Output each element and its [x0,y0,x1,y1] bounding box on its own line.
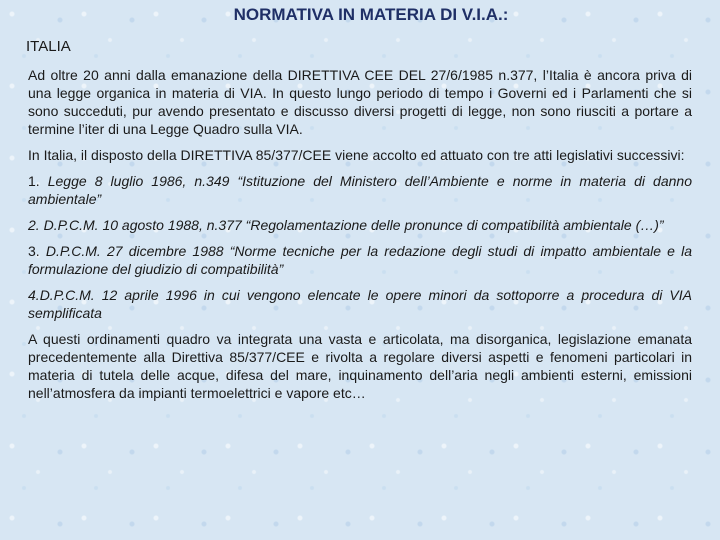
section-heading: ITALIA [26,38,71,55]
slide-title: NORMATIVA IN MATERIA DI V.I.A.: [233,5,509,24]
law-item [28,216,692,234]
closing-paragraph: A questi ordinamenti quadro va integrata una vasta e articolata, ma disorganica, legislazione emanata precedentemente alla Direttiva 85/377/CEE e rivolta a regolare diversi aspetti e fenomeni particolari in materia di tutela delle acque, difesa del mare, inquinamento dell’aria negli ambienti esterni, emissioni nell’atmosfera da impianti termoelettrici e vapore etc… [28,331,692,401]
intro-paragraph: Ad oltre 20 anni dalla emanazione della DIRETTIVA CEE DEL 27/6/1985 n.377, l’Italia è ancora priva di una legge organica in materia di VIA. In questo lungo periodo di tempo i Governi ed i Parlamenti che si sono succeduti, pur avendo presentato e discusso diversi progetti di legge, non sono riusciti a portare a termine l’iter di una Legge Quadro sulla VIA. [28,67,692,137]
law-item-number: 4. [28,287,40,303]
law-item [28,286,692,322]
law-item-text: D.P.C.M. 27 dicembre 1988 “Norme tecniche per la redazione degli studi di impatto ambientale e la formulazione del giudizio di compatibilità” [28,243,692,277]
law-item-number: 3. [28,243,46,259]
law-item-number: 1. [28,173,48,189]
law-item [28,172,692,208]
law-item-text: D.P.C.M. 12 aprile 1996 in cui vengono elencate le opere minori da sottoporre a procedura di VIA semplificata [28,287,692,321]
law-item-text: Legge 8 luglio 1986, n.349 “Istituzione del Ministero dell’Ambiente e norme in materia di danno ambientale” [28,173,692,207]
law-item [28,242,692,278]
law-item-text: D.P.C.M. 10 agosto 1988, n.377 “Regolamentazione delle pronunce di compatibilità ambientale (…)” [43,217,664,233]
law-item-number: 2. [28,217,44,233]
transposition-paragraph: In Italia, il disposto della DIRETTIVA 85/377/CEE viene accolto ed attuato con tre atti legislativi successivi: [28,147,685,163]
